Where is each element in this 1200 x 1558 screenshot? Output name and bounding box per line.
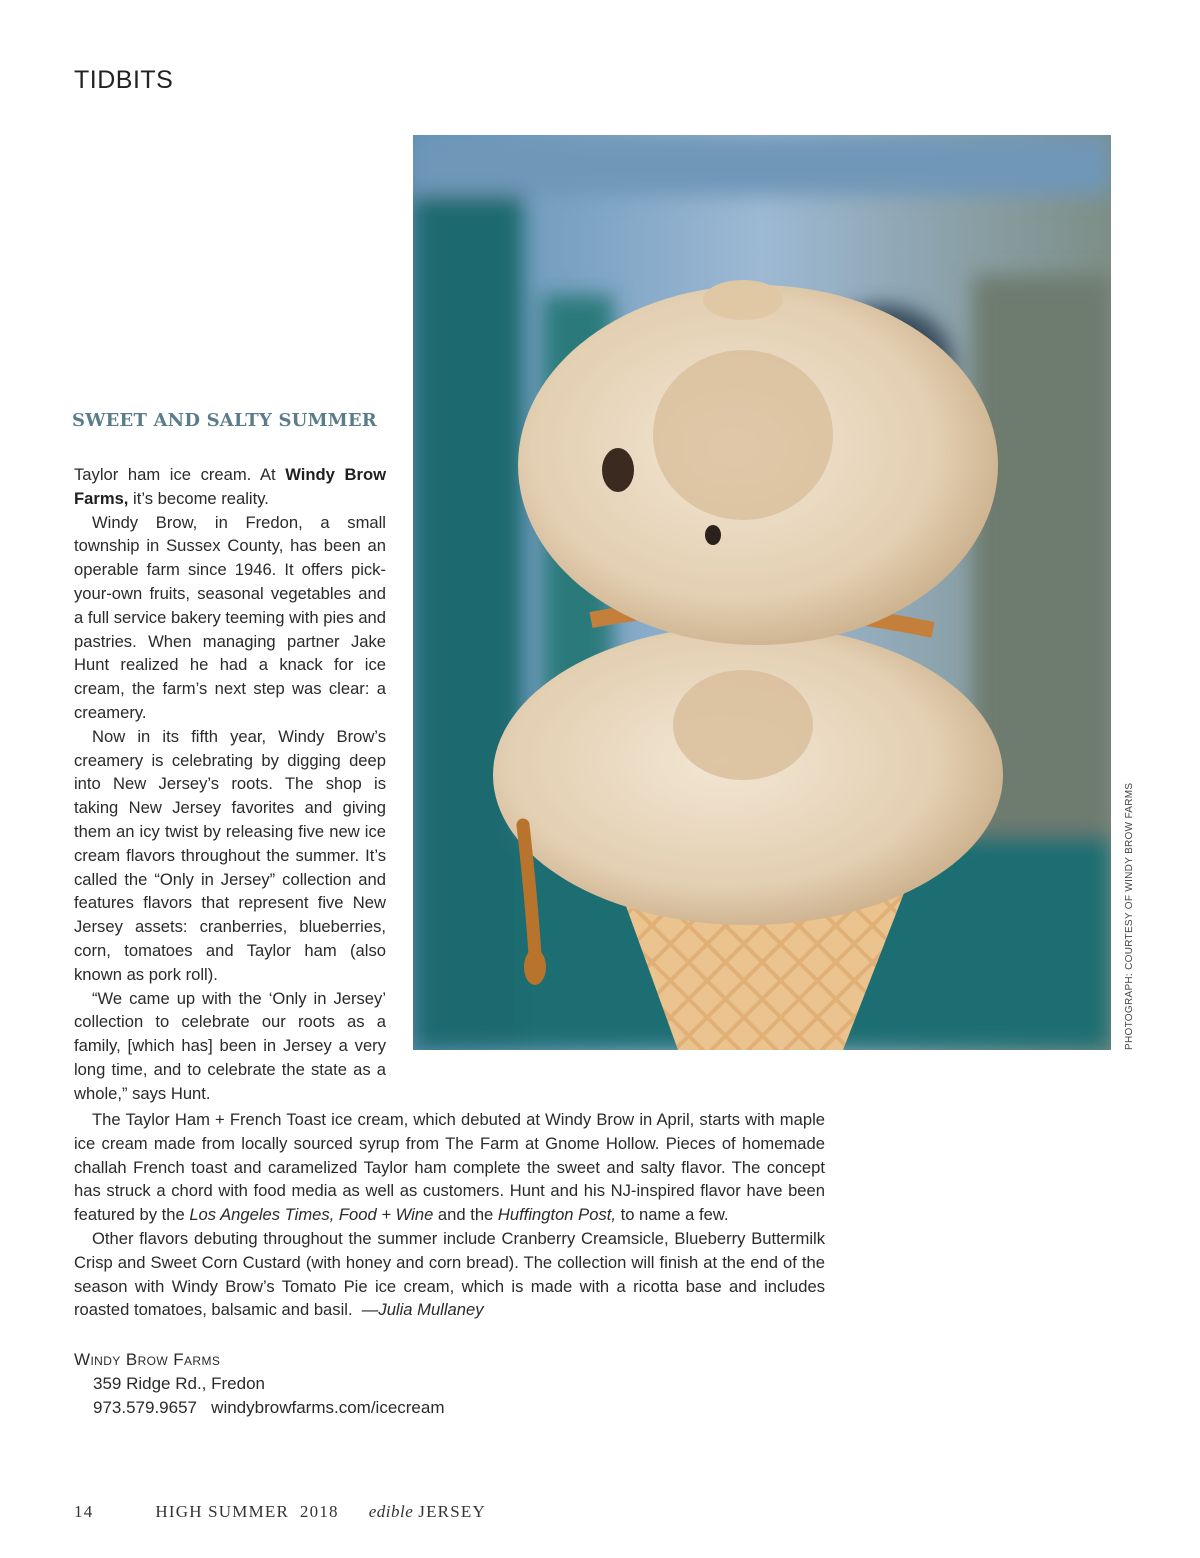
article-wide-text xyxy=(74,1108,825,1322)
page-footer xyxy=(74,1502,486,1522)
paragraph-quote: “We came up with the ‘Only in Jersey’ collection to celebrate our roots as a family, [which has] been in Jersey a very long time, and to celebrate the state as a whole,” says Hunt. xyxy=(74,988,386,1103)
section-label: TIDBITS xyxy=(74,66,174,94)
ice-cream-photo xyxy=(413,135,1111,1050)
page-number: 14 xyxy=(74,1502,94,1521)
paragraph: Other flavors debuting throughout the summer include Cranberry Creamsicle, Blueberry Buttermilk Crisp and Sweet Corn Custard (with honey and corn bread). The collection will finish at the end of the season with Windy Brow’s Tomato Pie ice cream, which is made with a ricotta base and includes roasted tomatoes, balsamic and basil. —Julia Mullaney xyxy=(74,1228,825,1320)
photo-credit: PHOTOGRAPH: COURTESY OF WINDY BROW FARMS xyxy=(1124,782,1135,1050)
byline: —Julia Mullaney xyxy=(361,1300,484,1320)
business-info xyxy=(74,1348,445,1420)
paragraph: The Taylor Ham + French Toast ice cream, which debuted at Windy Brow in April, starts with maple ice cream made from locally sourced syrup from The Farm at Gnome Hollow. Pieces of homemade challah French toast and caramelized Taylor ham complete the sweet and salty flavor. The concept has struck a chord with food media as well as customers. Hunt and his NJ-inspired flavor have been featured by the Los Angeles Times, Food + Wine and the Huffington Post, to name a few. xyxy=(74,1110,825,1225)
paragraph: Now in its fifth year, Windy Brow’s creamery is celebrating by digging deep into New Jersey’s roots. The shop is taking New Jersey favorites and giving them an icy twist by releasing five new ice cream flavors throughout the summer. It’s called the “Only in Jersey” collection and features flavors that represent five New Jersey assets: cranberries, blueberries, corn, tomatoes and Taylor ham (also known as pork roll). xyxy=(74,726,386,984)
business-name: Windy Brow Farms xyxy=(74,1350,221,1369)
windy-brow-link: Windy Brow Farms, xyxy=(74,465,386,508)
business-url[interactable]: windybrowfarms.com/icecream xyxy=(211,1398,445,1417)
issue-label: HIGH SUMMER 2018 xyxy=(155,1502,339,1521)
business-address: 359 Ridge Rd., Fredon xyxy=(93,1374,265,1393)
article-headline: SWEET AND SALTY SUMMER xyxy=(72,410,377,431)
article-column xyxy=(74,463,386,1106)
business-phone: 973.579.9657 xyxy=(93,1398,197,1417)
paragraph: Windy Brow, in Fredon, a small township in Sussex County, has been an operable farm since 1946. It offers pick-your-own fruits, seasonal vegetables and a full service bakery teeming with pies and pastries. When managing partner Jake Hunt realized he had a knack for ice cream, the farm’s next step was clear: a creamery. xyxy=(74,512,386,722)
brand-edible: edible xyxy=(368,1502,414,1521)
brand-jersey: JERSEY xyxy=(418,1502,486,1521)
paragraph-intro: Taylor ham ice cream. At Windy Brow Farms, it’s become reality. xyxy=(74,465,386,508)
